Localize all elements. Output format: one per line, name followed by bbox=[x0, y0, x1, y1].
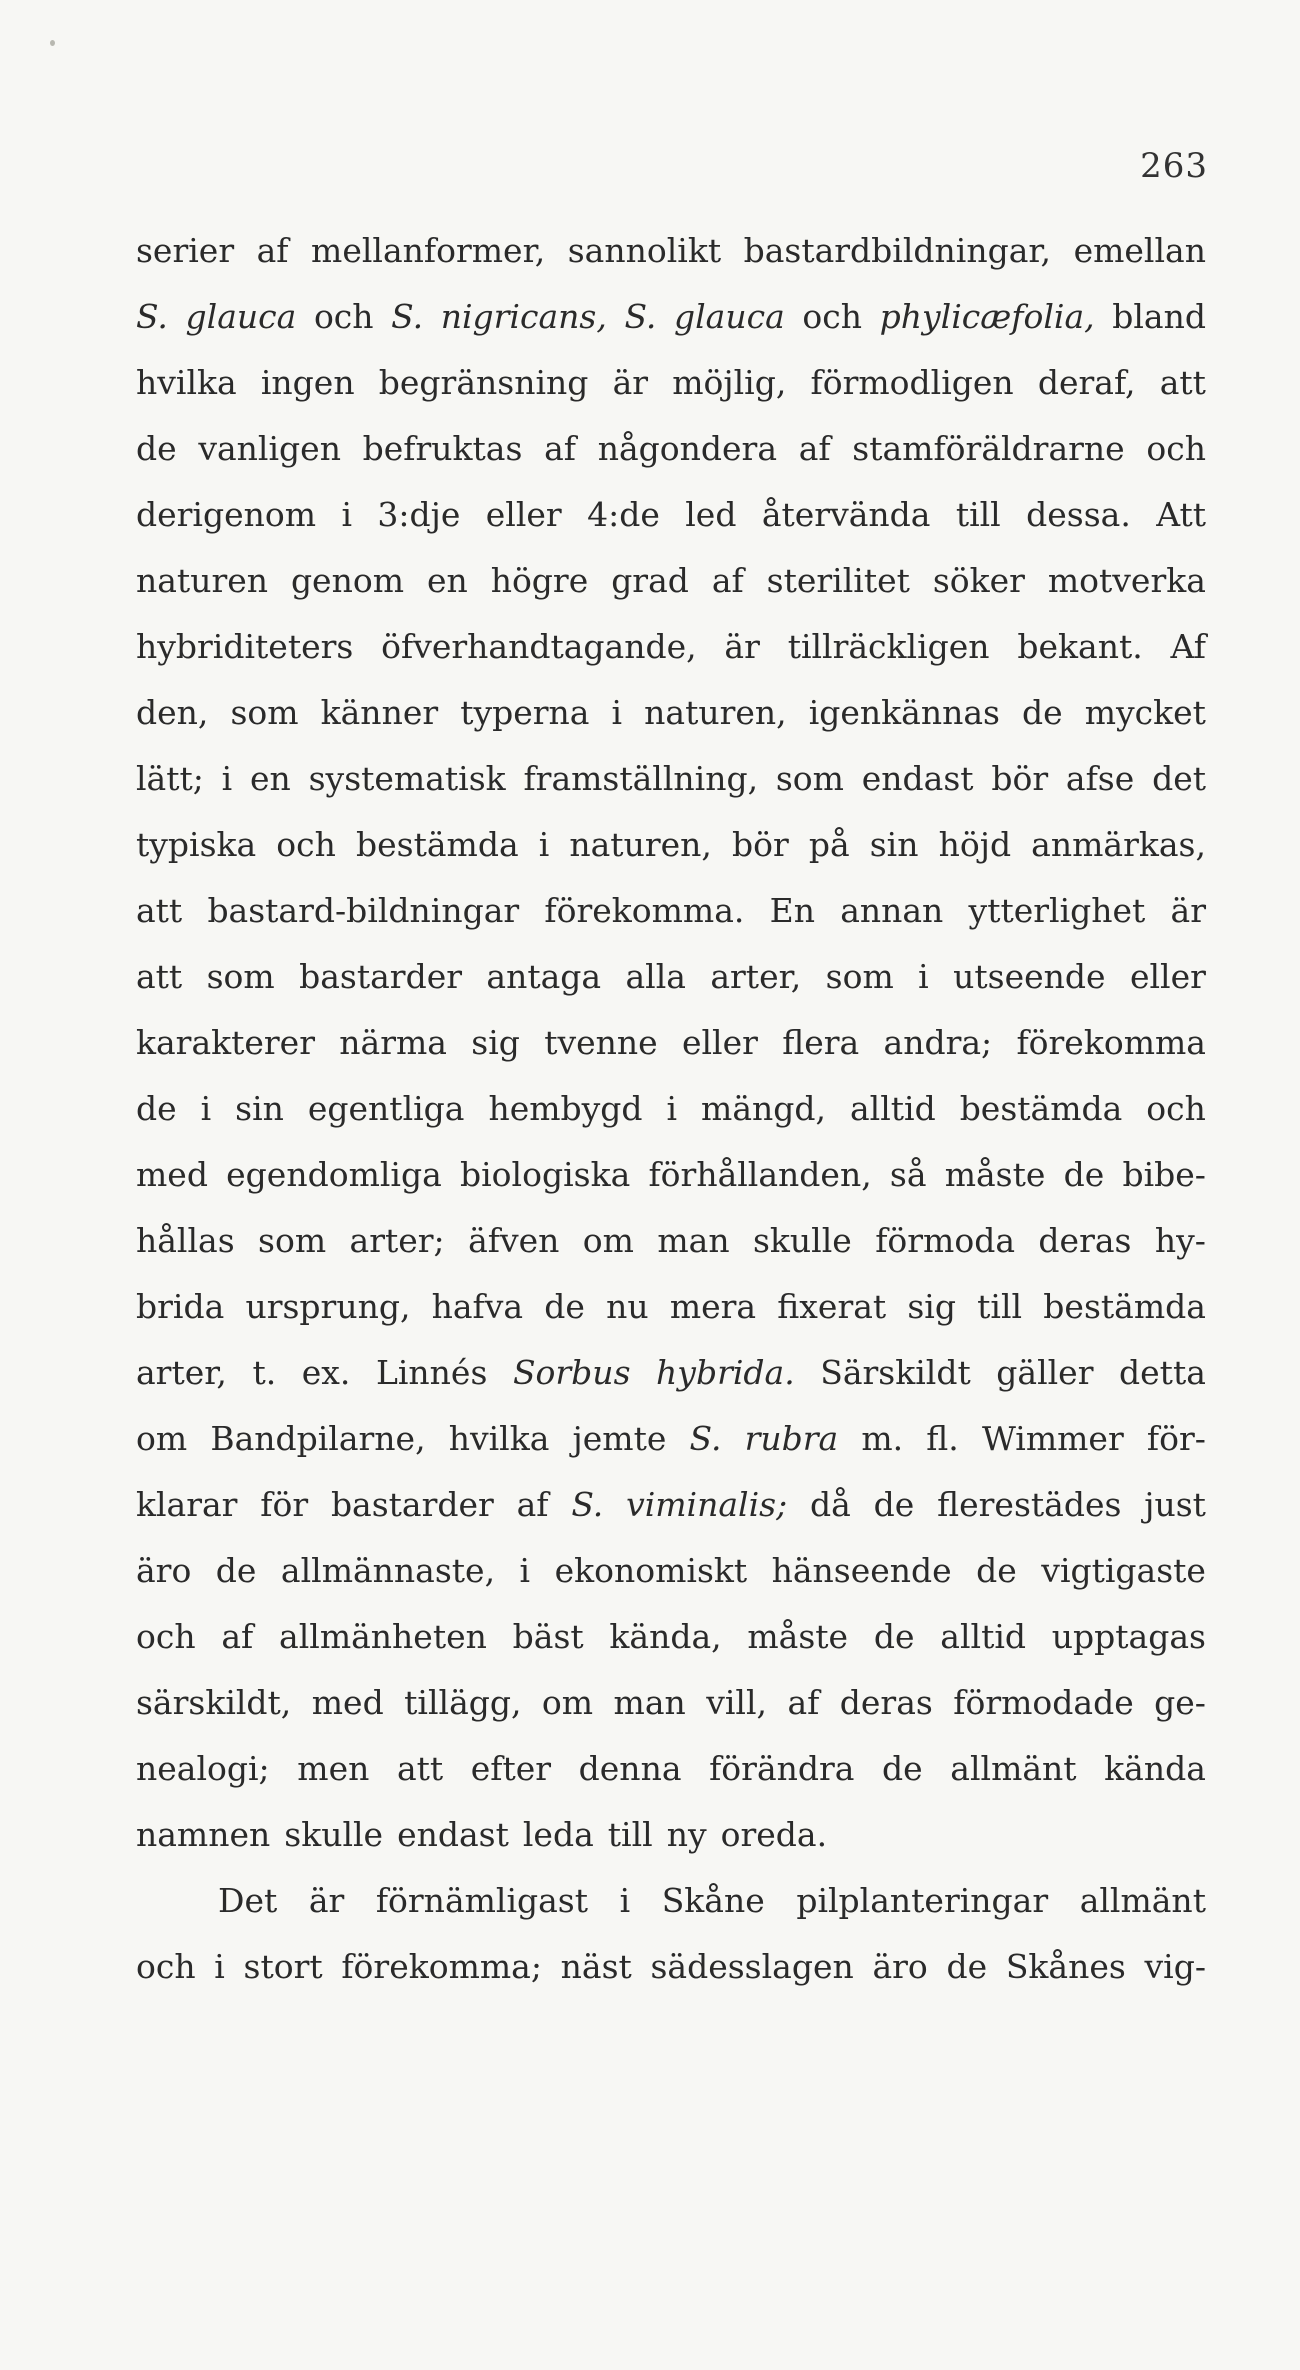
word: och bbox=[313, 297, 374, 336]
word: vill, bbox=[706, 1683, 767, 1722]
word: naturen, bbox=[569, 825, 712, 864]
text-line bbox=[136, 1274, 1206, 1340]
word: hembygd bbox=[488, 1089, 643, 1128]
italic-word: S. bbox=[391, 297, 424, 336]
word: högre bbox=[490, 561, 589, 600]
word: led bbox=[685, 495, 737, 534]
word: alltid bbox=[849, 1089, 936, 1128]
word: af bbox=[711, 561, 744, 600]
word: någondera bbox=[597, 429, 777, 468]
text-line bbox=[136, 1142, 1206, 1208]
word: nu bbox=[606, 1287, 649, 1326]
word: m. bbox=[861, 1419, 904, 1458]
word: typiska bbox=[136, 825, 257, 864]
word: äfven bbox=[468, 1221, 560, 1260]
word: de bbox=[946, 1947, 988, 1986]
text-line bbox=[136, 350, 1206, 416]
word: bestämda bbox=[959, 1089, 1123, 1128]
word: naturen bbox=[136, 561, 268, 600]
word: som bbox=[206, 957, 275, 996]
word: och bbox=[1146, 1089, 1206, 1128]
word: med bbox=[311, 1683, 384, 1722]
word: endast bbox=[861, 759, 974, 798]
word: och bbox=[276, 825, 336, 864]
word: allmännaste, bbox=[280, 1551, 496, 1590]
word: i bbox=[918, 957, 929, 996]
word: biologiska bbox=[460, 1155, 631, 1194]
word: kända, bbox=[609, 1617, 722, 1656]
word: Att bbox=[1156, 495, 1206, 534]
word: om bbox=[541, 1683, 594, 1722]
word: stort bbox=[243, 1947, 323, 1986]
word: allmänt bbox=[1079, 1881, 1206, 1920]
word: de bbox=[1022, 693, 1063, 732]
word: Skånes bbox=[1005, 1947, 1126, 1986]
word: bastarder bbox=[299, 957, 462, 996]
word: möjlig, bbox=[672, 363, 787, 402]
word: af bbox=[787, 1683, 820, 1722]
word: som bbox=[230, 693, 299, 732]
body-text bbox=[136, 218, 1206, 2000]
word: näst bbox=[560, 1947, 632, 1986]
word: och bbox=[136, 1947, 196, 1986]
word: klarar bbox=[136, 1485, 238, 1524]
word: mera bbox=[669, 1287, 757, 1326]
word: ytterlighet bbox=[968, 891, 1146, 930]
word: af bbox=[544, 429, 577, 468]
word: sterilitet bbox=[766, 561, 910, 600]
text-line bbox=[136, 482, 1206, 548]
word: af bbox=[516, 1485, 549, 1524]
word: då bbox=[810, 1485, 851, 1524]
word: eller bbox=[1129, 957, 1206, 996]
word: denna bbox=[578, 1749, 682, 1788]
word: är bbox=[308, 1881, 345, 1920]
italic-word: hybrida. bbox=[656, 1353, 795, 1392]
text-line bbox=[136, 1406, 1206, 1472]
text-line bbox=[136, 680, 1206, 746]
word: serier bbox=[136, 231, 235, 270]
word: ingen bbox=[260, 363, 355, 402]
word: i bbox=[200, 1089, 212, 1128]
word: hållas bbox=[136, 1221, 235, 1260]
word: till bbox=[607, 1815, 653, 1854]
word: förmoda bbox=[875, 1221, 1016, 1260]
word: bibe- bbox=[1122, 1155, 1206, 1194]
word: en bbox=[426, 561, 468, 600]
word: befruktas bbox=[362, 429, 523, 468]
word: leda bbox=[522, 1815, 594, 1854]
word: om bbox=[136, 1419, 188, 1458]
word: arter; bbox=[349, 1221, 445, 1260]
word: äro bbox=[136, 1551, 192, 1590]
word: namnen bbox=[136, 1815, 271, 1854]
word: hvilka bbox=[136, 363, 237, 402]
word: annan bbox=[840, 891, 944, 930]
word: genom bbox=[290, 561, 405, 600]
word: upptagas bbox=[1051, 1617, 1206, 1656]
word: nealogi; bbox=[136, 1749, 270, 1788]
word: gäller bbox=[996, 1353, 1094, 1392]
word: särskildt, bbox=[136, 1683, 292, 1722]
word: bäst bbox=[512, 1617, 584, 1656]
text-line bbox=[136, 1802, 1206, 1868]
text-line bbox=[136, 548, 1206, 614]
italic-word: S. bbox=[136, 297, 168, 336]
word: pilplanteringar bbox=[796, 1881, 1049, 1920]
word: Skåne bbox=[661, 1881, 765, 1920]
text-line bbox=[136, 1472, 1206, 1538]
word: att bbox=[136, 957, 183, 996]
word: grad bbox=[611, 561, 689, 600]
word: hafva bbox=[431, 1287, 524, 1326]
word: lätt; bbox=[136, 759, 204, 798]
word: närma bbox=[339, 1023, 447, 1062]
text-line bbox=[136, 284, 1206, 350]
word: tvenne bbox=[544, 1023, 658, 1062]
word: den, bbox=[136, 693, 209, 732]
text-line bbox=[136, 878, 1206, 944]
word: af bbox=[221, 1617, 254, 1656]
word: att bbox=[396, 1749, 444, 1788]
word: att bbox=[1159, 363, 1206, 402]
word: mycket bbox=[1084, 693, 1206, 732]
word: afse bbox=[1065, 759, 1135, 798]
word: är bbox=[1170, 891, 1206, 930]
word: antaga bbox=[486, 957, 602, 996]
word: ex. bbox=[301, 1353, 351, 1392]
italic-word: nigricans, bbox=[440, 297, 607, 336]
word: mellanformer, bbox=[311, 231, 546, 270]
text-line bbox=[136, 614, 1206, 680]
word: i bbox=[619, 1881, 631, 1920]
word: hy- bbox=[1154, 1221, 1206, 1260]
word: är bbox=[612, 363, 649, 402]
word: de bbox=[544, 1287, 585, 1326]
word: till bbox=[955, 495, 1001, 534]
text-line bbox=[136, 1538, 1206, 1604]
italic-word: glauca bbox=[185, 297, 297, 336]
text-line bbox=[136, 1670, 1206, 1736]
word: bastard-bildningar bbox=[207, 891, 520, 930]
word: och bbox=[802, 297, 862, 336]
text-line bbox=[136, 944, 1206, 1010]
italic-word: S. bbox=[624, 297, 657, 336]
word: de bbox=[873, 1485, 915, 1524]
word: som bbox=[258, 1221, 327, 1260]
word: igenkännas bbox=[808, 693, 1000, 732]
word: skulle bbox=[284, 1815, 384, 1854]
word: Wimmer bbox=[981, 1419, 1124, 1458]
word: framställning, bbox=[523, 759, 759, 798]
italic-word: Sorbus bbox=[512, 1353, 631, 1392]
text-line bbox=[136, 1076, 1206, 1142]
word: med bbox=[136, 1155, 208, 1194]
word: 3:dje bbox=[377, 495, 461, 534]
word: ekonomiskt bbox=[554, 1551, 748, 1590]
word: endast bbox=[397, 1815, 509, 1854]
word: ursprung, bbox=[245, 1287, 411, 1326]
word: hvilka bbox=[448, 1419, 550, 1458]
text-line bbox=[136, 416, 1206, 482]
word: måste bbox=[944, 1155, 1046, 1194]
word: allmänt bbox=[950, 1749, 1077, 1788]
word: jemte bbox=[572, 1419, 667, 1458]
word: i bbox=[611, 693, 623, 732]
word: naturen, bbox=[644, 693, 787, 732]
word: flera bbox=[782, 1023, 860, 1062]
word: bestämda bbox=[1043, 1287, 1206, 1326]
word: skulle bbox=[752, 1221, 852, 1260]
page-number: 263 bbox=[1140, 146, 1208, 186]
word: förhållanden, bbox=[648, 1155, 872, 1194]
word: deraf, bbox=[1037, 363, 1136, 402]
word: arter, bbox=[710, 957, 802, 996]
word: brida bbox=[136, 1287, 225, 1326]
word: på bbox=[808, 825, 850, 864]
word: andra; bbox=[883, 1023, 993, 1062]
word: vanligen bbox=[198, 429, 341, 468]
word: äro bbox=[872, 1947, 928, 1986]
word: de bbox=[873, 1617, 915, 1656]
word: de bbox=[136, 1089, 177, 1128]
word: men bbox=[297, 1749, 370, 1788]
word: derigenom bbox=[136, 495, 317, 534]
word: sannolikt bbox=[567, 231, 722, 270]
word: i bbox=[214, 1947, 225, 1986]
word: för- bbox=[1146, 1419, 1206, 1458]
word: fixerat bbox=[777, 1287, 887, 1326]
word: alla bbox=[625, 957, 686, 996]
word: hänseende bbox=[771, 1551, 952, 1590]
word: känner bbox=[320, 693, 439, 732]
word: i bbox=[341, 495, 352, 534]
text-line bbox=[136, 1604, 1206, 1670]
word: af bbox=[256, 231, 289, 270]
word: motverka bbox=[1047, 561, 1206, 600]
word: t. bbox=[252, 1353, 277, 1392]
word: sädesslagen bbox=[650, 1947, 854, 1986]
word: man bbox=[657, 1221, 730, 1260]
word: kända bbox=[1104, 1749, 1206, 1788]
word: Bandpilarne, bbox=[210, 1419, 426, 1458]
word: förekomma bbox=[1016, 1023, 1206, 1062]
word: deras bbox=[1038, 1221, 1132, 1260]
word: eller bbox=[681, 1023, 758, 1062]
word: de bbox=[976, 1551, 1017, 1590]
word: systematisk bbox=[308, 759, 506, 798]
word: Särskildt bbox=[820, 1353, 971, 1392]
word: sig bbox=[907, 1287, 956, 1326]
word: utseende bbox=[953, 957, 1106, 996]
word: i bbox=[221, 759, 233, 798]
word: begränsning bbox=[378, 363, 589, 402]
word: ny bbox=[666, 1815, 707, 1854]
italic-word: phylicæfolia, bbox=[879, 297, 1095, 336]
word: förmodligen bbox=[810, 363, 1014, 402]
word: i bbox=[666, 1089, 678, 1128]
word: bastardbildningar, bbox=[743, 231, 1052, 270]
word: det bbox=[1152, 759, 1206, 798]
word: eller bbox=[485, 495, 562, 534]
word: typerna bbox=[460, 693, 590, 732]
word: förändra bbox=[709, 1749, 855, 1788]
word: af bbox=[798, 429, 831, 468]
word: de bbox=[136, 429, 177, 468]
word: alltid bbox=[940, 1617, 1027, 1656]
word: efter bbox=[470, 1749, 552, 1788]
word: anmärkas, bbox=[1031, 825, 1206, 864]
word: egentliga bbox=[307, 1089, 465, 1128]
word: man bbox=[613, 1683, 686, 1722]
word: sin bbox=[869, 825, 919, 864]
word: fl. bbox=[926, 1419, 959, 1458]
word: förnämligast bbox=[375, 1881, 589, 1920]
word: en bbox=[250, 759, 291, 798]
text-line bbox=[136, 1010, 1206, 1076]
text-line bbox=[136, 812, 1206, 878]
word: Det bbox=[218, 1881, 278, 1920]
word: egendomliga bbox=[226, 1155, 442, 1194]
word: 4:de bbox=[587, 495, 660, 534]
word: de bbox=[215, 1551, 257, 1590]
ink-speck bbox=[50, 40, 55, 46]
word: de bbox=[882, 1749, 923, 1788]
word: stamföräldrarne bbox=[852, 429, 1125, 468]
word: i bbox=[519, 1551, 531, 1590]
word: vig- bbox=[1144, 1947, 1206, 1986]
text-line bbox=[136, 1208, 1206, 1274]
word: så bbox=[889, 1155, 927, 1194]
word: Af bbox=[1170, 627, 1206, 666]
text-line bbox=[136, 1934, 1206, 2000]
word: mängd, bbox=[701, 1089, 827, 1128]
italic-word: glauca bbox=[674, 297, 785, 336]
word: tillägg, bbox=[404, 1683, 522, 1722]
word: bestämda bbox=[356, 825, 519, 864]
word: höjd bbox=[938, 825, 1012, 864]
word: Linnés bbox=[375, 1353, 488, 1392]
word: emellan bbox=[1073, 231, 1206, 270]
word: karakterer bbox=[136, 1023, 315, 1062]
word: bekant. bbox=[1017, 627, 1143, 666]
word: vigtigaste bbox=[1041, 1551, 1206, 1590]
word: om bbox=[582, 1221, 634, 1260]
italic-word: S. bbox=[571, 1485, 604, 1524]
word: just bbox=[1144, 1485, 1206, 1524]
word: En bbox=[769, 891, 815, 930]
word: måste bbox=[747, 1617, 849, 1656]
word: till bbox=[977, 1287, 1023, 1326]
word: och bbox=[1146, 429, 1206, 468]
italic-word: viminalis; bbox=[626, 1485, 788, 1524]
word: för bbox=[260, 1485, 309, 1524]
word: oreda. bbox=[720, 1815, 828, 1854]
word: deras bbox=[839, 1683, 933, 1722]
word: ge- bbox=[1154, 1683, 1206, 1722]
word: återvända bbox=[761, 495, 931, 534]
word: tillräckligen bbox=[787, 627, 990, 666]
word: sin bbox=[235, 1089, 284, 1128]
word: söker bbox=[932, 561, 1025, 600]
word: bör bbox=[731, 825, 789, 864]
word: förekomma; bbox=[341, 1947, 542, 1986]
word: att bbox=[136, 891, 183, 930]
word: bland bbox=[1112, 297, 1206, 336]
word: och bbox=[136, 1617, 196, 1656]
italic-word: rubra bbox=[744, 1419, 839, 1458]
text-line bbox=[136, 1736, 1206, 1802]
word: allmänheten bbox=[279, 1617, 487, 1656]
word: förmodade bbox=[953, 1683, 1134, 1722]
word: hybriditeters bbox=[136, 627, 354, 666]
text-line bbox=[136, 1340, 1206, 1406]
word: som bbox=[825, 957, 894, 996]
word: flerestädes bbox=[937, 1485, 1122, 1524]
word: som bbox=[775, 759, 844, 798]
word: i bbox=[538, 825, 550, 864]
word: bastarder bbox=[330, 1485, 494, 1524]
word: detta bbox=[1119, 1353, 1206, 1392]
text-line bbox=[136, 746, 1206, 812]
word: de bbox=[1063, 1155, 1105, 1194]
word: förekomma. bbox=[544, 891, 745, 930]
word: öfverhandtagande, bbox=[381, 627, 697, 666]
word: är bbox=[724, 627, 760, 666]
word: arter, bbox=[136, 1353, 227, 1392]
text-line bbox=[136, 1868, 1206, 1934]
italic-word: S. bbox=[689, 1419, 722, 1458]
word: sig bbox=[471, 1023, 520, 1062]
word: dessa. bbox=[1026, 495, 1131, 534]
word: bör bbox=[991, 759, 1049, 798]
text-line bbox=[136, 218, 1206, 284]
